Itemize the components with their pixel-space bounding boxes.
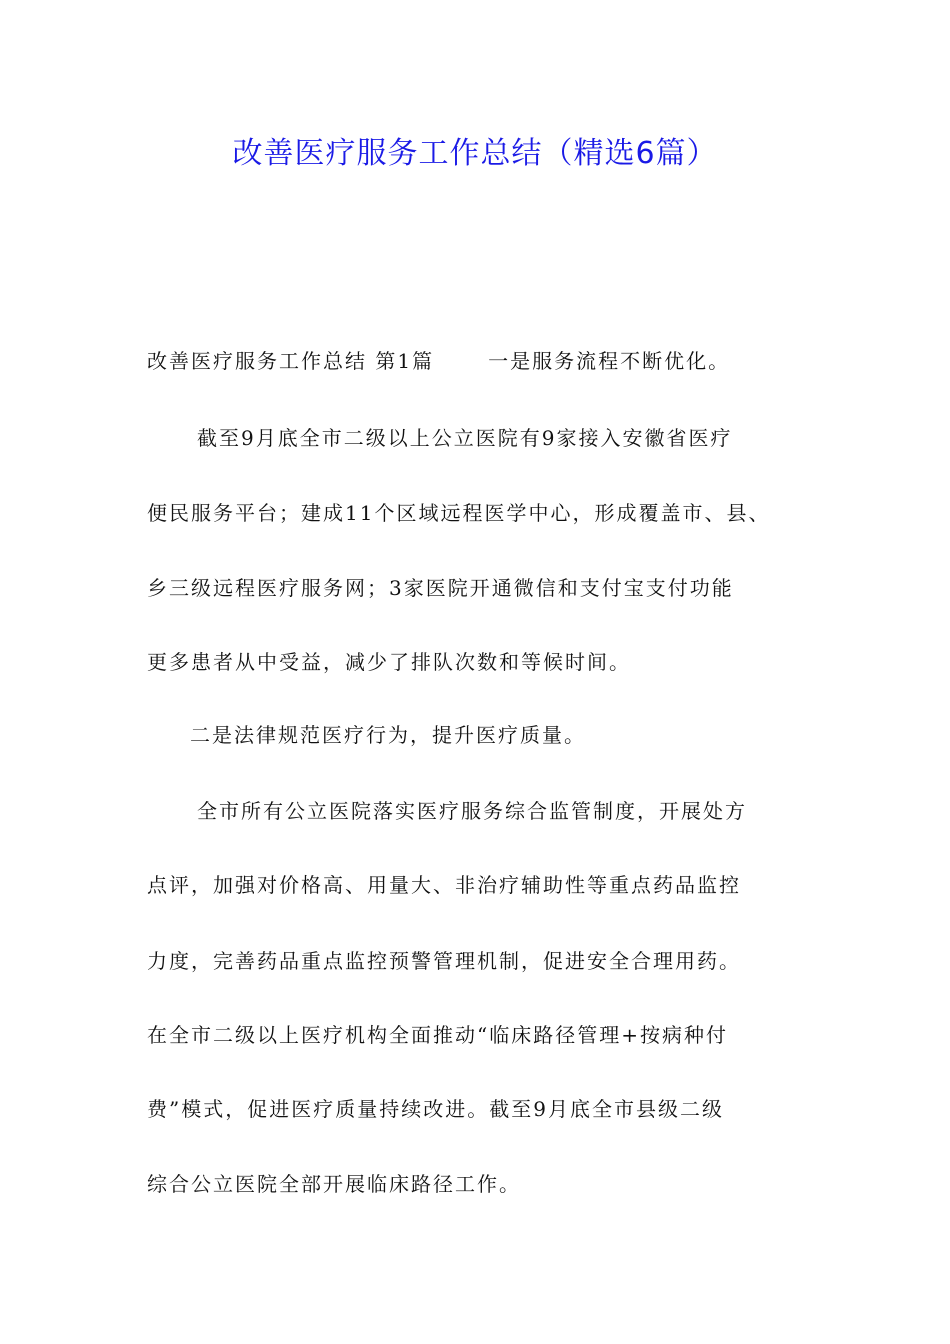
paragraph-line-1 bbox=[147, 345, 730, 374]
paragraph-line-5: 更多患者从中受益，减少了排队次数和等候时间。 bbox=[147, 650, 631, 674]
paragraph-line-3: 便民服务平台；建成11个区域远程医学中心，形成覆盖市、县、 bbox=[147, 501, 771, 525]
section-heading: 改善医疗服务工作总结 第1篇 bbox=[147, 349, 435, 373]
paragraph-line-10: 在全市二级以上医疗机构全面推动“临床路径管理+按病种付 bbox=[147, 1023, 728, 1047]
section-point-1: 一是服务流程不断优化。 bbox=[488, 349, 731, 373]
document-title: 改善医疗服务工作总结（精选6篇） bbox=[232, 136, 718, 171]
paragraph-line-9: 力度，完善药品重点监控预警管理机制，促进安全合理用药。 bbox=[147, 949, 741, 973]
paragraph-line-11: 费”模式，促进医疗质量持续改进。截至9月底全市县级二级 bbox=[147, 1097, 724, 1121]
paragraph-line-2: 截至9月底全市二级以上公立医院有9家接入安徽省医疗 bbox=[197, 426, 733, 450]
paragraph-line-12: 综合公立医院全部开展临床路径工作。 bbox=[147, 1172, 521, 1196]
paragraph-line-4: 乡三级远程医疗服务网；3家医院开通微信和支付宝支付功能 bbox=[147, 576, 734, 600]
paragraph-line-7: 全市所有公立医院落实医疗服务综合监管制度，开展处方 bbox=[197, 799, 747, 823]
paragraph-line-8: 点评，加强对价格高、用量大、非治疗辅助性等重点药品监控 bbox=[147, 873, 741, 897]
paragraph-line-6: 二是法律规范医疗行为，提升医疗质量。 bbox=[190, 723, 586, 747]
